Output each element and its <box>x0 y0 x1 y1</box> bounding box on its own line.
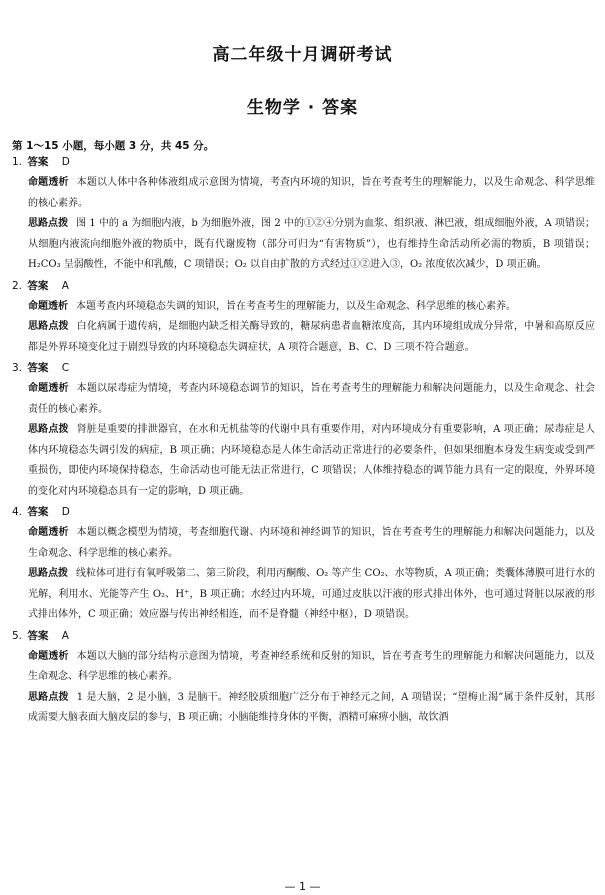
answer-value: D <box>61 156 70 168</box>
hint-label: 思路点拨 <box>28 321 69 332</box>
hint-paragraph <box>12 420 595 502</box>
answer-line <box>12 358 595 379</box>
answer-value: D <box>61 506 70 518</box>
hint-paragraph <box>12 214 595 276</box>
analysis-paragraph <box>12 523 595 564</box>
question-number: 4. <box>12 506 23 518</box>
analysis-paragraph <box>12 297 595 318</box>
answer-value: C <box>61 362 70 374</box>
question-number: 5. <box>12 629 23 642</box>
question-2 <box>12 276 595 359</box>
analysis-paragraph <box>12 173 595 214</box>
answer-value: A <box>61 629 69 642</box>
question-number: 3. <box>12 362 23 374</box>
question-1 <box>12 152 595 276</box>
section-intro: 第 1～15 小题，每小题 3 分，共 45 分。 <box>12 140 215 152</box>
page-number: — 1 — <box>284 880 321 893</box>
analysis-text: 本题以概念模型为情境，考查细胞代谢、内环境和神经调节的知识，旨在考查考生的理解能力和解决问题能力，以及生命观念、科学思维的核心素养。 <box>28 527 596 559</box>
hint-text: 1 是大脑，2 是小脑，3 是脑干。神经胶质细胞广泛分布于神经元之间，A 项错误；“望梅止渴”属于条件反射，其形成需要大脑表面大脑皮层的参与，B 项正确；小脑能维持身体的平衡，酒精可麻痹小脑，故饮酒 <box>28 691 596 723</box>
question-number: 2. <box>12 279 23 292</box>
hint-paragraph <box>12 564 595 626</box>
answer-label: 答案 <box>27 506 49 518</box>
analysis-label: 命题透析 <box>28 177 69 188</box>
analysis-paragraph <box>12 647 595 688</box>
answer-line <box>12 502 595 523</box>
analysis-paragraph <box>12 379 595 420</box>
analysis-label: 命题透析 <box>28 300 68 312</box>
analysis-label: 命题透析 <box>28 527 69 538</box>
hint-label: 思路点拨 <box>28 218 69 229</box>
answer-line <box>12 152 595 173</box>
hint-label: 思路点拨 <box>28 568 69 579</box>
question-4 <box>12 502 595 626</box>
analysis-label: 命题透析 <box>28 650 69 662</box>
hint-text: 白化病属于遗传病，是细胞内缺乏相关酶导致的，糖尿病患者血糖浓度高，其内环境组成成分异常，中暑和高原反应都是外界环境变化过于剧烈导致的内环境稳态失调症状，A 项符合题意，B、C、D 三项不符合题意。 <box>28 321 596 353</box>
page-subtitle: 生物学 · 答案 <box>246 98 359 118</box>
analysis-text: 本题以大脑的部分结构示意图为情境，考查神经系统和反射的知识，旨在考查考生的理解能力和解决问题能力，以及生命观念、科学思维的核心素养。 <box>28 650 596 682</box>
answer-label: 答案 <box>27 362 49 374</box>
answer-line <box>12 276 595 297</box>
hint-text: 图 1 中的 a 为细胞内液，b 为细胞外液，图 2 中的①②④分别为血浆、组织液、淋巴液，组成细胞外液，A 项错误；从细胞内液流向细胞外液的物质中，既有代谢废物（部分可归为“有害物质”），也有维持生命活动所必需的物质，B 项错误；H₂CO₃ 呈弱酸性，不能中和乳酸，C 项错误；O₂ 以自由扩散的方式经过①②进入③，O₂ 浓度依次减少，D 项正确。 <box>28 218 595 270</box>
analysis-text: 本题以人体中各种体液组成示意图为情境，考查内环境的知识，旨在考查考生的理解能力，以及生命观念、科学思维的核心素养。 <box>28 177 596 209</box>
hint-text: 线粒体可进行有氧呼吸第二、第三阶段，利用丙酮酸、O₂ 等产生 CO₂、水等物质，A 项正确；类囊体薄膜可进行水的光解，利用水、光能等产生 O₂、H⁺，B 项正确；水经过内环境，可通过皮肤以汗液的形式排出体外，也可通过肾脏以尿液的形式排出体外，C 项正确；效应器与传出神经相连，而不是脊髓（神经中枢），D 项错误。 <box>28 568 595 620</box>
hint-label: 思路点拨 <box>28 424 69 435</box>
question-number: 1. <box>12 156 23 168</box>
answer-label: 答案 <box>27 279 49 292</box>
analysis-text: 本题以尿毒症为情境，考查内环境稳态调节的知识，旨在考查考生的理解能力和解决问题能力，以及生命观念、社会责任的核心素养。 <box>28 383 596 415</box>
answer-line <box>12 626 595 647</box>
question-5 <box>12 626 595 729</box>
answer-value: A <box>61 279 69 292</box>
hint-paragraph <box>12 688 595 729</box>
hint-text: 肾脏是重要的排泄器官，在水和无机盐等的代谢中具有重要作用，对内环境成分有重要影响，A 项正确；尿毒症是人体内环境稳态失调引发的病症，B 项正确；内环境稳态是人体生命活动正常进行的必要条件，但如果细胞本身发生病变或受到严重损伤，即使内环境保持稳态，生命活动也可能无法正常进行，C 项错误；人体维持稳态的调节能力具有一定的限度，外界环境的变化对内环境稳态具有一定的影响，D 项正确。 <box>28 424 595 497</box>
hint-paragraph <box>12 317 595 358</box>
answer-label: 答案 <box>27 156 49 168</box>
answer-label: 答案 <box>27 629 49 642</box>
analysis-label: 命题透析 <box>28 383 69 394</box>
page-title: 高二年级十月调研考试 <box>212 45 393 65</box>
hint-label: 思路点拨 <box>28 691 69 703</box>
question-3 <box>12 358 595 502</box>
analysis-text: 本题考查内环境稳态失调的知识，旨在考查考生的理解能力，以及生命观念、科学思维的核心素养。 <box>76 300 516 312</box>
question-list <box>12 152 595 729</box>
